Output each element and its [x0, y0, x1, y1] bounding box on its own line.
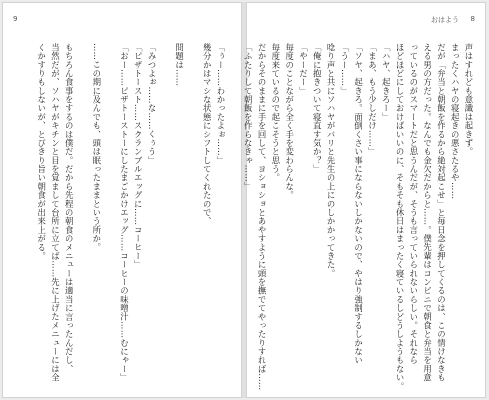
right-page [243, 2, 486, 398]
text-line: 唸り声と共にソハヤがバリと先生の上にのしかかってきた。 [326, 43, 337, 278]
page-number-right: 8 [470, 15, 475, 23]
text-line: 「やーだー」 [298, 43, 309, 96]
text-line: える男の方だった。なんでも金欠だからと……。僕先輩はコンビニで朝食と弁当を用意 [422, 43, 433, 382]
text-line: ……この期に及んでも、頭は眠ったままという所か。 [91, 43, 102, 252]
text-line: 毎度来ているので起こそうと思う。 [270, 43, 281, 183]
text-line: ほどほどにしておけばいいのに、そもそも休日はまったく寝ているしどうしようもない。 [395, 43, 406, 391]
text-line: 当然だが、ソハヤがキチンと目を覚まして台所に立てば……先に上げたメニューには全 [50, 43, 61, 382]
text-line: 「おー……ピザトーストーにしたまごかけエッグ……コーヒーの味噌汁……むにゃー」 [119, 43, 130, 382]
text-line: っているのがスマートだと思うんだが、そうも言っていられないらしい。それなら [408, 43, 419, 365]
text-line: だからそのままに手を回して、ヨショショとあやすように頭を撫でてやったりすれば…… [257, 43, 268, 391]
text-line [186, 43, 200, 373]
text-line: 幾分かはマシな状態にシフトしてくれたので、 [202, 43, 213, 226]
text-line: 「俺に抱きついて寝直す気か？」 [312, 43, 323, 174]
text-line: 「ぅー……わかったよぉ……」 [216, 43, 226, 165]
right-page-text [243, 43, 475, 391]
page-number-left: 9 [13, 15, 18, 23]
text-line: もちろん食事をするのは僕だ。だから先程の朝食のメニューは適当に言ったんだし、 [64, 43, 75, 374]
text-line: 「みつよぉ……な……くぅう」 [147, 43, 158, 165]
text-line [103, 43, 117, 373]
text-line: 「うー……」 [339, 43, 350, 96]
text-line: 「まあ、もう少しだけ……」 [367, 43, 378, 156]
running-title: おはよう [431, 16, 459, 24]
text-line: 毎度のことながら全く手を変わらんな。 [284, 43, 295, 200]
text-line: 「ソヤ、起きろ。面倒くさい事にならないしかないので、やはり強制するしかない [353, 43, 364, 365]
text-line: 「ふたりして朝飯を作らなきゃ……」 [243, 43, 254, 191]
left-page [2, 2, 242, 398]
text-line: 問題は…… [174, 43, 185, 87]
text-line [75, 43, 89, 373]
text-line: 声はすれども意識は起きず。 [464, 43, 474, 156]
text-line [158, 43, 172, 373]
text-line: 「ピザトースト……スクランブルエッグに……コーヒー」 [133, 43, 144, 269]
text-line: だが「弁当と朝飯を作るから絶対起こせ」と毎日念を押してくるのは、この情けなきも [436, 43, 447, 382]
text-line: まったくハヤの寝起きの悪さたるや…… [450, 43, 461, 200]
left-page-text [17, 43, 227, 382]
text-line: 「ハヤ、起きろー」 [381, 43, 392, 122]
text-line: くかすりもしないが、とびきり旨い朝食が出来上がる。 [36, 43, 47, 261]
